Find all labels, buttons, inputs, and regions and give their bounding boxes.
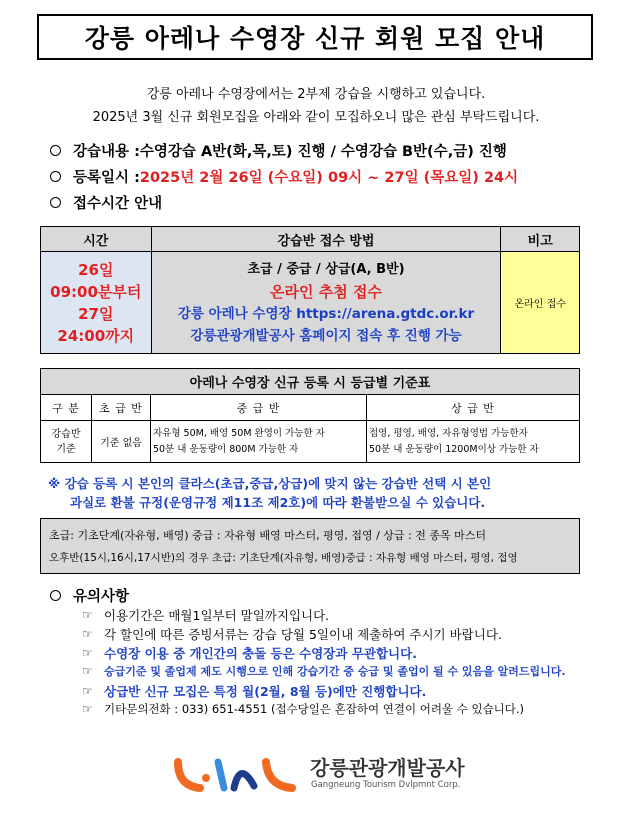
registration-label: 등록일시 : <box>73 170 140 186</box>
pointing-hand-icon: ☞ <box>82 608 93 622</box>
caution-text: 수영장 이용 중 개인간의 충돌 등은 수영장과 무관합니다. <box>104 646 417 661</box>
level-definition-line-2: 오후반(15시,16시,17시반)의 경우 초급: 기초단계(자유형, 배영)중급 : 자유형 배영 마스터, 평영, 접영 <box>49 552 518 564</box>
warning-line-2: 과실로 환불 규정(운영규정 제11조 제2호)에 따라 환불받으실 수 있습니다. <box>70 495 486 510</box>
header-remark: 비고 <box>501 227 580 252</box>
header-method: 강습반 접수 방법 <box>151 227 501 252</box>
intermediate-criteria-1: 자유형 50M, 배영 50M 완영이 가능한 자 <box>153 427 325 439</box>
warning-line-1: ※ 강습 등록 시 본인의 클라스(초급,중급,상급)에 맞지 않는 강습반 선택 시 본인 <box>48 476 492 491</box>
course-label: 강습내용 : <box>73 144 140 160</box>
method-online-lottery: 온라인 추첨 접수 <box>270 282 382 301</box>
advanced-criteria-2: 50분 내 운동량이 1200M이상 가능한 자 <box>369 443 539 455</box>
caution-item <box>82 663 566 679</box>
circle-bullet-icon <box>50 197 61 208</box>
level-header-beginner: 초 급 반 <box>92 395 151 421</box>
level-header-category: 구 분 <box>41 395 92 421</box>
level-row-label-2: 기준 <box>56 443 76 455</box>
time-line: 24:00까지 <box>57 326 135 345</box>
level-header-intermediate: 중 급 반 <box>151 395 367 421</box>
level-criteria-table <box>40 368 580 463</box>
time-line: 27일 <box>78 304 114 323</box>
level-header-advanced: 상 급 반 <box>367 395 580 421</box>
method-homepage-note: 강릉관광개발공사 홈페이지 접속 후 진행 가능 <box>190 327 462 344</box>
level-definition-line-1: 초급: 기초단계(자유형, 배영) 중급 : 자유형 배영 마스터, 평영, 접영 / 상급 : 전 종목 마스터 <box>49 529 487 542</box>
page-title: 강릉 아레나 수영장 신규 회원 모집 안내 <box>37 14 593 60</box>
cautions-title: 유의사항 <box>73 589 130 605</box>
caution-text: 상급반 신규 모집은 특정 월(2월, 8월 등)에만 진행합니다. <box>104 684 427 699</box>
beginner-criteria: 기준 없음 <box>92 421 151 463</box>
method-levels: 초급 / 중급 / 상급(A, B반) <box>247 261 405 277</box>
caution-item <box>82 644 417 662</box>
caution-item <box>82 606 329 624</box>
cautions-heading <box>50 585 129 606</box>
pointing-hand-icon: ☞ <box>82 664 93 678</box>
advanced-criteria <box>367 421 580 463</box>
company-name-ko: 강릉관광개발공사 <box>310 756 465 780</box>
intermediate-criteria-2: 50분 내 운동량이 800M 가능한 자 <box>153 443 299 455</box>
caution-text: 기타문의전화 : 033) 651-4551 (접수당일은 혼잡하여 연결이 어려울 수 있습니다.) <box>104 702 525 716</box>
level-definition-box <box>40 518 580 574</box>
schedule-table <box>40 226 580 354</box>
level-table-title: 아레나 수영장 신규 등록 시 등급별 기준표 <box>41 369 580 395</box>
reception-time-label: 접수시간 안내 <box>73 196 163 212</box>
company-logo <box>170 748 470 798</box>
pointing-hand-icon: ☞ <box>82 702 93 716</box>
pointing-hand-icon: ☞ <box>82 646 93 660</box>
time-cell <box>41 252 152 354</box>
intermediate-criteria <box>151 421 367 463</box>
method-cell <box>151 252 501 354</box>
method-website[interactable]: 강릉 아레나 수영장 https://arena.gtdc.or.kr <box>177 305 475 322</box>
time-line: 26일 <box>78 260 114 279</box>
caution-text: 각 할인에 따른 증빙서류는 강습 당월 5일이내 제출하여 주시기 바랍니다. <box>104 627 502 642</box>
registration-date: 2025년 2월 26일 (수요일) 09시 ~ 27일 (목요일) 24시 <box>139 170 519 186</box>
caution-item <box>82 625 502 643</box>
header-time: 시간 <box>41 227 152 252</box>
level-row-label-1: 강습반 <box>51 428 81 440</box>
course-info <box>50 140 507 161</box>
pointing-hand-icon: ☞ <box>82 684 93 698</box>
caution-item <box>82 682 426 700</box>
remark-cell: 온라인 접수 <box>501 252 580 354</box>
circle-bullet-icon <box>50 590 61 601</box>
circle-bullet-icon <box>50 145 61 156</box>
intro-line-2: 2025년 3월 신규 회원모집을 아래와 같이 모집하오니 많은 관심 부탁드립니다. <box>92 110 540 125</box>
caution-text: 승급기준 및 졸업제 제도 시행으로 인해 강습기간 중 승급 및 졸업이 될 수 있음을 알려드립니다. <box>104 665 566 678</box>
circle-bullet-icon <box>50 171 61 182</box>
caution-text: 이용기간은 매월1일부터 말일까지입니다. <box>104 608 330 623</box>
intro-line-1: 강릉 아레나 수영장에서는 2부제 강습을 시행하고 있습니다. <box>146 87 486 102</box>
time-line: 09:00분부터 <box>50 282 142 301</box>
level-row-label <box>41 421 92 463</box>
caution-item <box>82 701 524 717</box>
pointing-hand-icon: ☞ <box>82 627 93 641</box>
company-name-en: Gangneung Tourism Dvlpmnt Corp. <box>311 780 461 790</box>
reception-time-heading <box>50 192 162 213</box>
company-logo-mark-icon <box>170 748 305 798</box>
registration-info <box>50 166 518 187</box>
advanced-criteria-1: 접영, 평영, 배영, 자유형영법 가능한자 <box>369 427 528 439</box>
course-text: 수영강습 A반(화,목,토) 진행 / 수영강습 B반(수,금) 진행 <box>139 144 507 160</box>
